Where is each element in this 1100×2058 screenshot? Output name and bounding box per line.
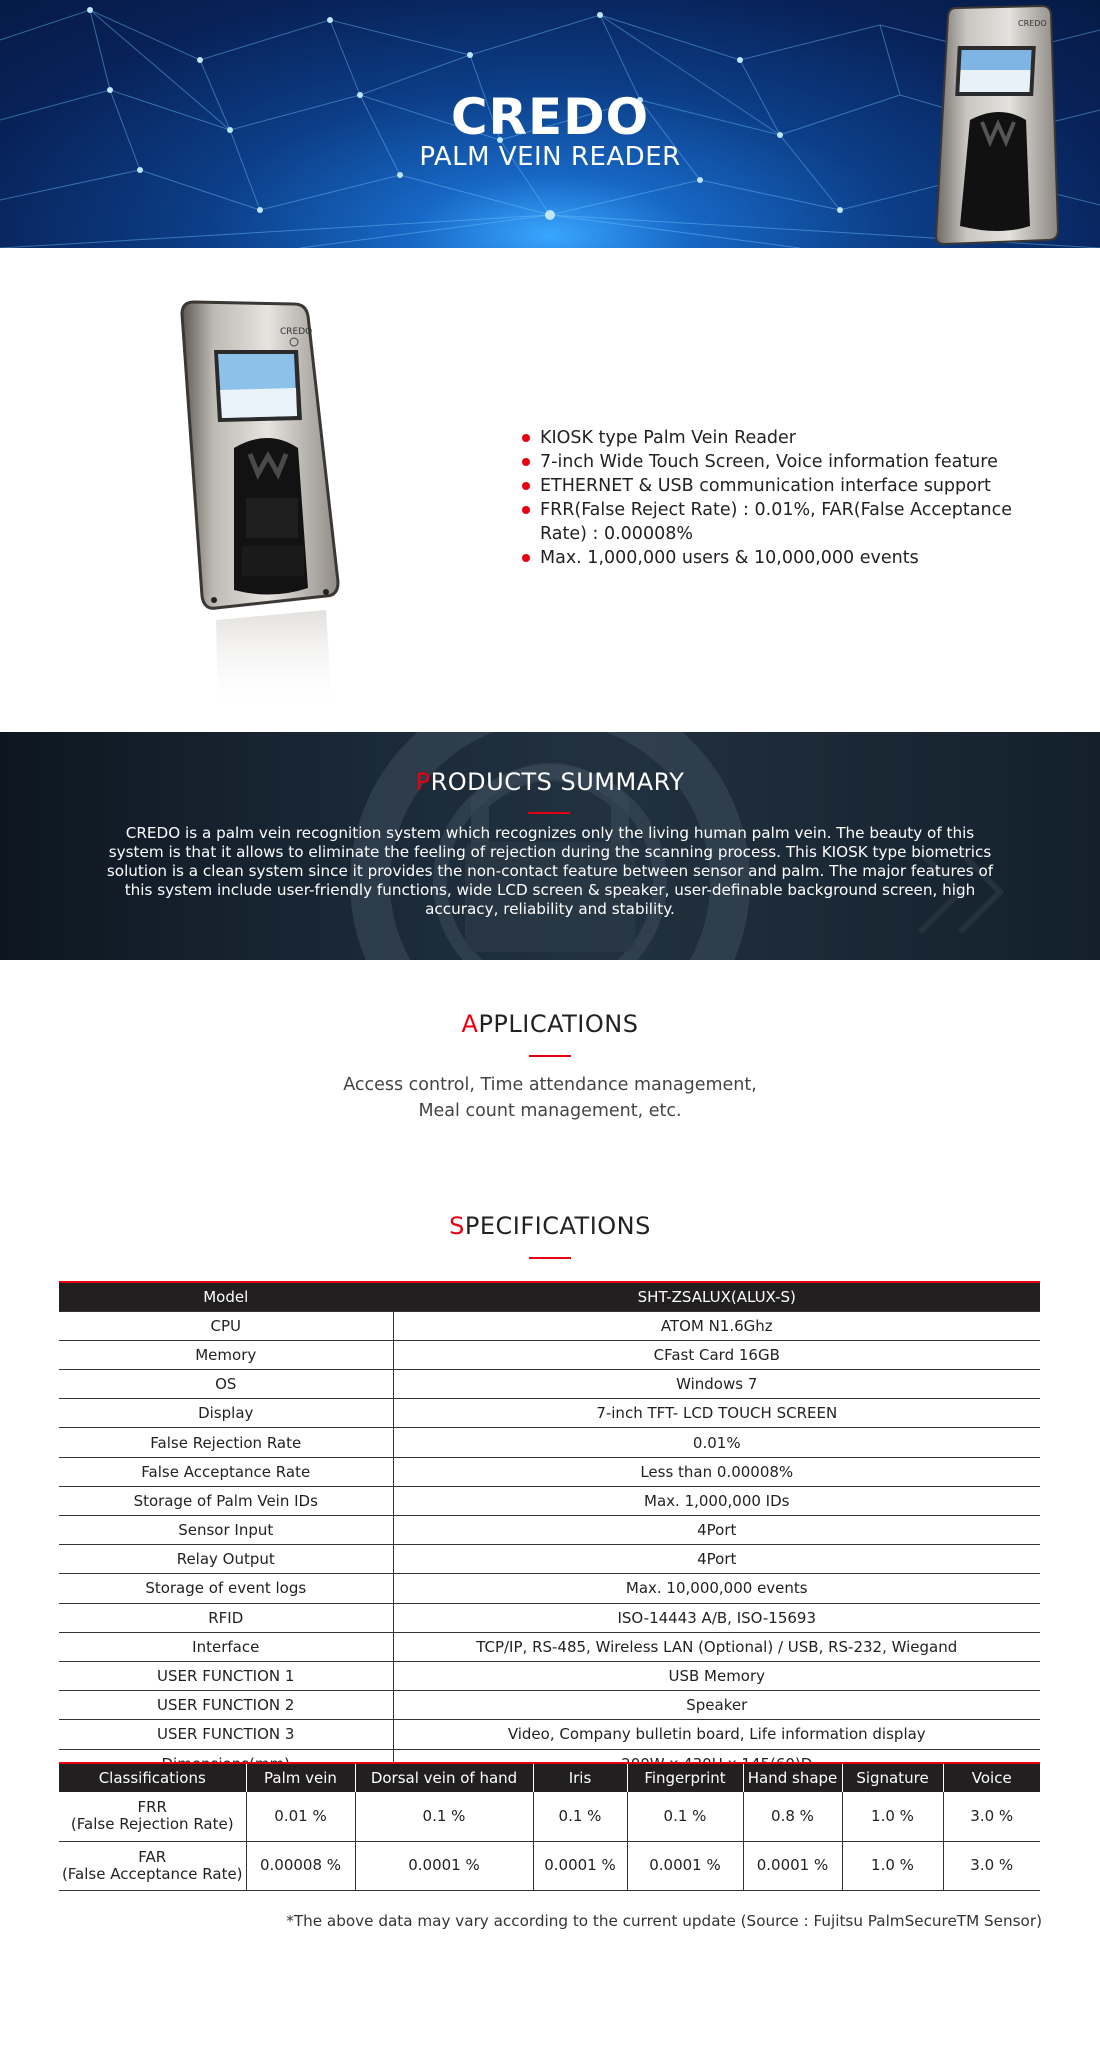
list-item: FRR(False Reject Rate) : 0.01%, FAR(False Acceptance Rate) : 0.00008% xyxy=(520,498,1040,546)
table-row: USER FUNCTION 2 Speaker xyxy=(59,1691,1040,1720)
title-underline xyxy=(528,812,570,814)
table-header-cell: Hand shape xyxy=(743,1763,842,1792)
table-row: Interface TCP/IP, RS-485, Wireless LAN (Optional) / USB, RS-232, Wiegand xyxy=(59,1632,1040,1661)
hero-title: CREDO xyxy=(450,88,650,146)
section-title: SPECIFICATIONS xyxy=(449,1212,651,1240)
list-item: 7-inch Wide Touch Screen, Voice information feature xyxy=(520,450,1040,474)
list-item: KIOSK type Palm Vein Reader xyxy=(520,426,1040,450)
intro-section xyxy=(0,248,1100,732)
products-summary-section xyxy=(0,732,1100,960)
applications-section xyxy=(0,960,1100,1162)
table-row: USER FUNCTION 1 USB Memory xyxy=(59,1661,1040,1690)
table-header-row xyxy=(59,1763,1040,1792)
bullet-icon xyxy=(522,554,530,562)
table-header-cell: Classifications xyxy=(59,1763,246,1792)
table-row: OS Windows 7 xyxy=(59,1370,1040,1399)
table-row: Sensor Input 4Port xyxy=(59,1516,1040,1545)
table-row: USER FUNCTION 3 Video, Company bulletin board, Life information display xyxy=(59,1720,1040,1749)
table-row: False Rejection Rate 0.01% xyxy=(59,1428,1040,1457)
hero-subtitle: PALM VEIN READER xyxy=(419,142,681,172)
table-row: FAR (False Acceptance Rate) 0.00008 % 0.0001 % 0.0001 % 0.0001 % 0.0001 % 1.0 % 3.0 % xyxy=(59,1841,1040,1890)
table-row: Relay Output 4Port xyxy=(59,1545,1040,1574)
table-row: Storage of Palm Vein IDs Max. 1,000,000 IDs xyxy=(59,1486,1040,1515)
table-header-row xyxy=(59,1282,1040,1311)
table-header-cell: Dorsal vein of hand xyxy=(355,1763,533,1792)
hero-banner xyxy=(0,0,1100,248)
specifications-table xyxy=(59,1281,1040,1779)
bullet-icon xyxy=(522,458,530,466)
table-row: RFID ISO-14443 A/B, ISO-15693 xyxy=(59,1603,1040,1632)
table-header-cell: Palm vein xyxy=(246,1763,355,1792)
summary-text: CREDO is a palm vein recognition system which recognizes only the living human palm vein. The beauty of this system is that it allows to eliminate the feeling of rejection during the scanning process. This KIOSK type biometrics solution is a clean system since it provides the non-contact feature between sensor and palm. The major features of this system include user-friendly functions, wide LCD screen & speaker, user-definable background screen, high accuracy, reliability and stability. xyxy=(106,824,994,918)
table-row: Memory CFast Card 16GB xyxy=(59,1340,1040,1369)
feature-list xyxy=(520,426,1040,570)
table-header-cell: SHT-ZSALUX(ALUX-S) xyxy=(393,1282,1040,1311)
title-underline xyxy=(529,1257,571,1259)
table-header-cell: Signature xyxy=(842,1763,943,1792)
table-row: Display 7-inch TFT- LCD TOUCH SCREEN xyxy=(59,1399,1040,1428)
bullet-icon xyxy=(522,482,530,490)
section-title: APPLICATIONS xyxy=(461,1010,639,1038)
list-item: Max. 1,000,000 users & 10,000,000 events xyxy=(520,546,1040,570)
source-note: *The above data may vary according to the current update (Source : Fujitsu PalmSecureTM Sensor) xyxy=(286,1912,1042,1930)
classifications-section xyxy=(0,1762,1100,2034)
table-header-cell: Iris xyxy=(533,1763,627,1792)
table-row: False Acceptance Rate Less than 0.00008% xyxy=(59,1457,1040,1486)
specifications-section xyxy=(0,1162,1100,1762)
list-item: ETHERNET & USB communication interface support xyxy=(520,474,1040,498)
table-row: FRR (False Rejection Rate) 0.01 % 0.1 % 0.1 % 0.1 % 0.8 % 1.0 % 3.0 % xyxy=(59,1792,1040,1841)
bullet-icon xyxy=(522,506,530,514)
classifications-table xyxy=(59,1762,1040,1891)
kiosk-device-image xyxy=(930,4,1060,248)
table-header-cell: Voice xyxy=(943,1763,1040,1792)
title-underline xyxy=(529,1055,571,1057)
bullet-icon xyxy=(522,434,530,442)
device-brand-label: CREDO xyxy=(1018,19,1047,28)
table-row: CPU ATOM N1.6Ghz xyxy=(59,1311,1040,1340)
applications-text: Access control, Time attendance management, Meal count management, etc. xyxy=(343,1075,757,1121)
section-title: PRODUCTS SUMMARY xyxy=(415,768,685,796)
kiosk-device-image xyxy=(176,298,362,712)
device-brand-label: CREDO xyxy=(280,327,313,337)
table-header-cell: Fingerprint xyxy=(627,1763,743,1792)
table-row: Storage of event logs Max. 10,000,000 events xyxy=(59,1574,1040,1603)
table-header-cell: Model xyxy=(59,1282,393,1311)
